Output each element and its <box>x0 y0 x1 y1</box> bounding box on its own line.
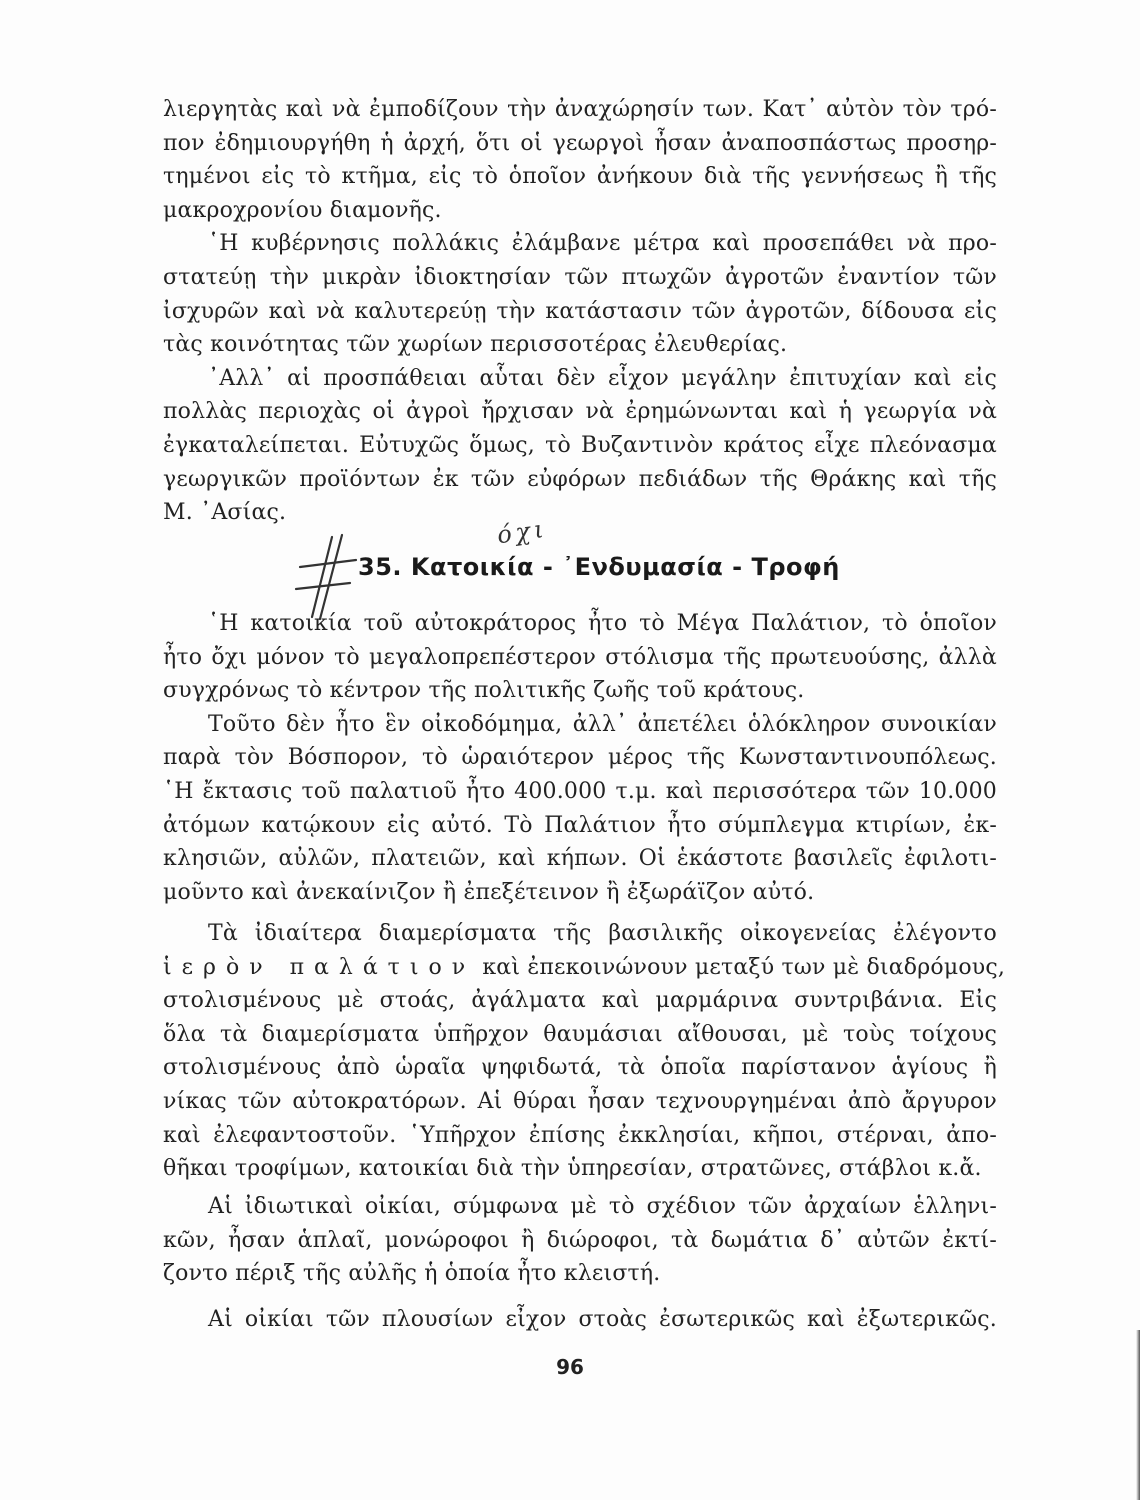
text-line: συγχρόνως τὸ κέντρον τῆς πολιτικῆς ζωῆς τοῦ κράτους. <box>163 678 805 704</box>
text-line: τὰς κοινότητας τῶν χωρίων περισσοτέρας ἐλευθερίας. <box>163 332 788 358</box>
spaced-term: ἱερὸν παλάτιον <box>163 954 476 980</box>
hash-stroke <box>312 537 332 617</box>
text-line: ἀτόμων κατῴκουν εἰς αὐτό. Τὸ Παλάτιον ἦτο σύμπλεγμα κτιρίων, ἐκ- <box>163 812 997 838</box>
text-line: μοῦντο καὶ ἀνεκαίνιζον ἢ ἐπεξέτεινον ἢ ἐξωράϊζον αὐτό. <box>163 879 815 905</box>
text-line: Μ. ᾿Ασίας. <box>163 500 287 526</box>
hash-stroke <box>300 560 356 567</box>
text-line: πολλὰς περιοχὰς οἱ ἀγροὶ ἤρχισαν νὰ ἐρημώνωνται καὶ ἡ γεωργία νὰ <box>163 399 997 425</box>
hash-stroke <box>296 583 350 589</box>
text-line: ῾Η κατοικία τοῦ αὐτοκράτορος ἦτο τὸ Μέγα Παλάτιον, τὸ ὁποῖον <box>208 611 997 636</box>
text-line: νίκας τῶν αὐτοκρατόρων. Αἱ θύραι ἦσαν τεχνουργημέναι ἀπὸ ἄργυρον <box>163 1088 997 1114</box>
text-line: τημένοι εἰς τὸ κτῆμα, εἰς τὸ ὁποῖον ἀνήκουν διὰ τῆς γεννήσεως ἢ τῆς <box>163 164 997 190</box>
text-line: ἦτο ὄχι μόνον τὸ μεγαλοπρεπέστερον στόλισμα τῆς πρωτευούσης, ἀλλὰ <box>163 644 997 670</box>
text-line: μακροχρονίου διαμονῆς. <box>163 197 442 223</box>
text-line: ῾Η ἔκτασις τοῦ παλατιοῦ ἦτο 400.000 τ.μ. καὶ περισσότερα τῶν 10.000 <box>163 778 997 804</box>
text-line: ᾿Αλλ᾽ αἱ προσπάθειαι αὗται δὲν εἶχον μεγάλην ἐπιτυχίαν καὶ εἰς <box>208 365 997 391</box>
text-line: θῆκαι τροφίμων, κατοικίαι διὰ τὴν ὑπηρεσίαν, στρατῶνες, στάβλοι κ.ἄ. <box>163 1156 982 1182</box>
scan-edge-shadow <box>1136 1330 1140 1500</box>
text-line: στολισμένους ἀπὸ ὡραῖα ψηφιδωτά, τὰ ὁποῖα παρίστανον ἁγίους ἢ <box>163 1055 997 1081</box>
handwritten-note: όχι <box>495 514 550 550</box>
text-line: ῾Η κυβέρνησις πολλάκις ἐλάμβανε μέτρα καὶ προσεπάθει νὰ προ- <box>208 231 997 257</box>
text-line: πον ἐδημιουργήθη ἡ ἀρχή, ὅτι οἱ γεωργοὶ ἦσαν ἀναποσπάστως προσηρ- <box>163 130 997 156</box>
text-line: Αἱ ἰδιωτικαὶ οἰκίαι, σύμφωνα μὲ τὸ σχέδιον τῶν ἀρχαίων ἑλληνι- <box>208 1194 997 1219</box>
text-line: καὶ ἐλεφαντοστοῦν. ῾Υπῆρχον ἐπίσης ἐκκλησίαι, κῆποι, στέρναι, ἀπο- <box>163 1122 997 1148</box>
paragraph-block-2 <box>163 607 997 909</box>
section-heading: 35. Κατοικία - ᾿Ενδυμασία - Τροφή <box>358 553 840 581</box>
text-line <box>163 951 1006 985</box>
text-line: λιεργητὰς καὶ νὰ ἐμποδίζουν τὴν ἀναχώρησίν των. Κατ᾽ αὐτὸν τὸν τρό- <box>163 97 997 122</box>
text-line: Τοῦτο δὲν ἦτο ἓν οἰκοδόμημα, ἀλλ᾽ ἀπετέλει ὁλόκληρον συνοικίαν <box>208 711 997 737</box>
text-line: κῶν, ἦσαν ἁπλαῖ, μονώροφοι ἢ διώροφοι, τὰ δωμάτια δ᾽ αὐτῶν ἐκτί- <box>163 1227 997 1253</box>
text-line: κλησιῶν, αὐλῶν, πλατειῶν, καὶ κήπων. Οἱ ἑκάστοτε βασιλεῖς ἐφιλοτι- <box>163 846 997 872</box>
text-line: ἰσχυρῶν καὶ νὰ καλυτερεύῃ τὴν κατάστασιν τῶν ἀγροτῶν, δίδουσα εἰς <box>163 298 997 324</box>
paragraph-block-1 <box>163 93 997 530</box>
text-line: παρὰ τὸν Βόσπορον, τὸ ὡραιότερον μέρος τῆς Κωνσταντινουπόλεως. <box>163 745 997 771</box>
text-line: Αἱ οἰκίαι τῶν πλουσίων εἶχον στοὰς ἐσωτερικῶς καὶ ἐξωτερικῶς. <box>208 1306 997 1332</box>
paragraph-block-3 <box>163 917 1006 1186</box>
text-line: στολισμένους μὲ στοάς, ἀγάλματα καὶ μαρμάρινα συντριβάνια. Εἰς <box>163 988 997 1014</box>
text-fragment: καὶ ἐπεκοινώνουν μεταξύ των μὲ διαδρόμους, <box>482 954 1006 980</box>
text-line: ζοντο πέριξ τῆς αὐλῆς ἡ ὁποία ἦτο κλειστή. <box>163 1261 661 1287</box>
text-line: ἐγκαταλείπεται. Εὐτυχῶς ὅμως, τὸ Βυζαντινὸν κράτος εἶχε πλεόνασμα <box>163 432 997 458</box>
paragraph-block-4 <box>163 1190 997 1336</box>
text-line: Τὰ ἰδιαίτερα διαμερίσματα τῆς βασιλικῆς οἰκογενείας ἐλέγοντο <box>208 921 997 946</box>
text-line: ὅλα τὰ διαμερίσματα ὑπῆρχον θαυμάσιαι αἴθουσαι, μὲ τοὺς τοίχους <box>163 1021 997 1047</box>
page-number: 96 <box>556 1355 584 1379</box>
text-line: στατεύῃ τὴν μικρὰν ἰδιοκτησίαν τῶν πτωχῶν ἀγροτῶν ἐναντίον τῶν <box>163 264 997 290</box>
text-line: γεωργικῶν προϊόντων ἐκ τῶν εὐφόρων πεδιάδων τῆς Θράκης καὶ τῆς <box>163 466 997 492</box>
